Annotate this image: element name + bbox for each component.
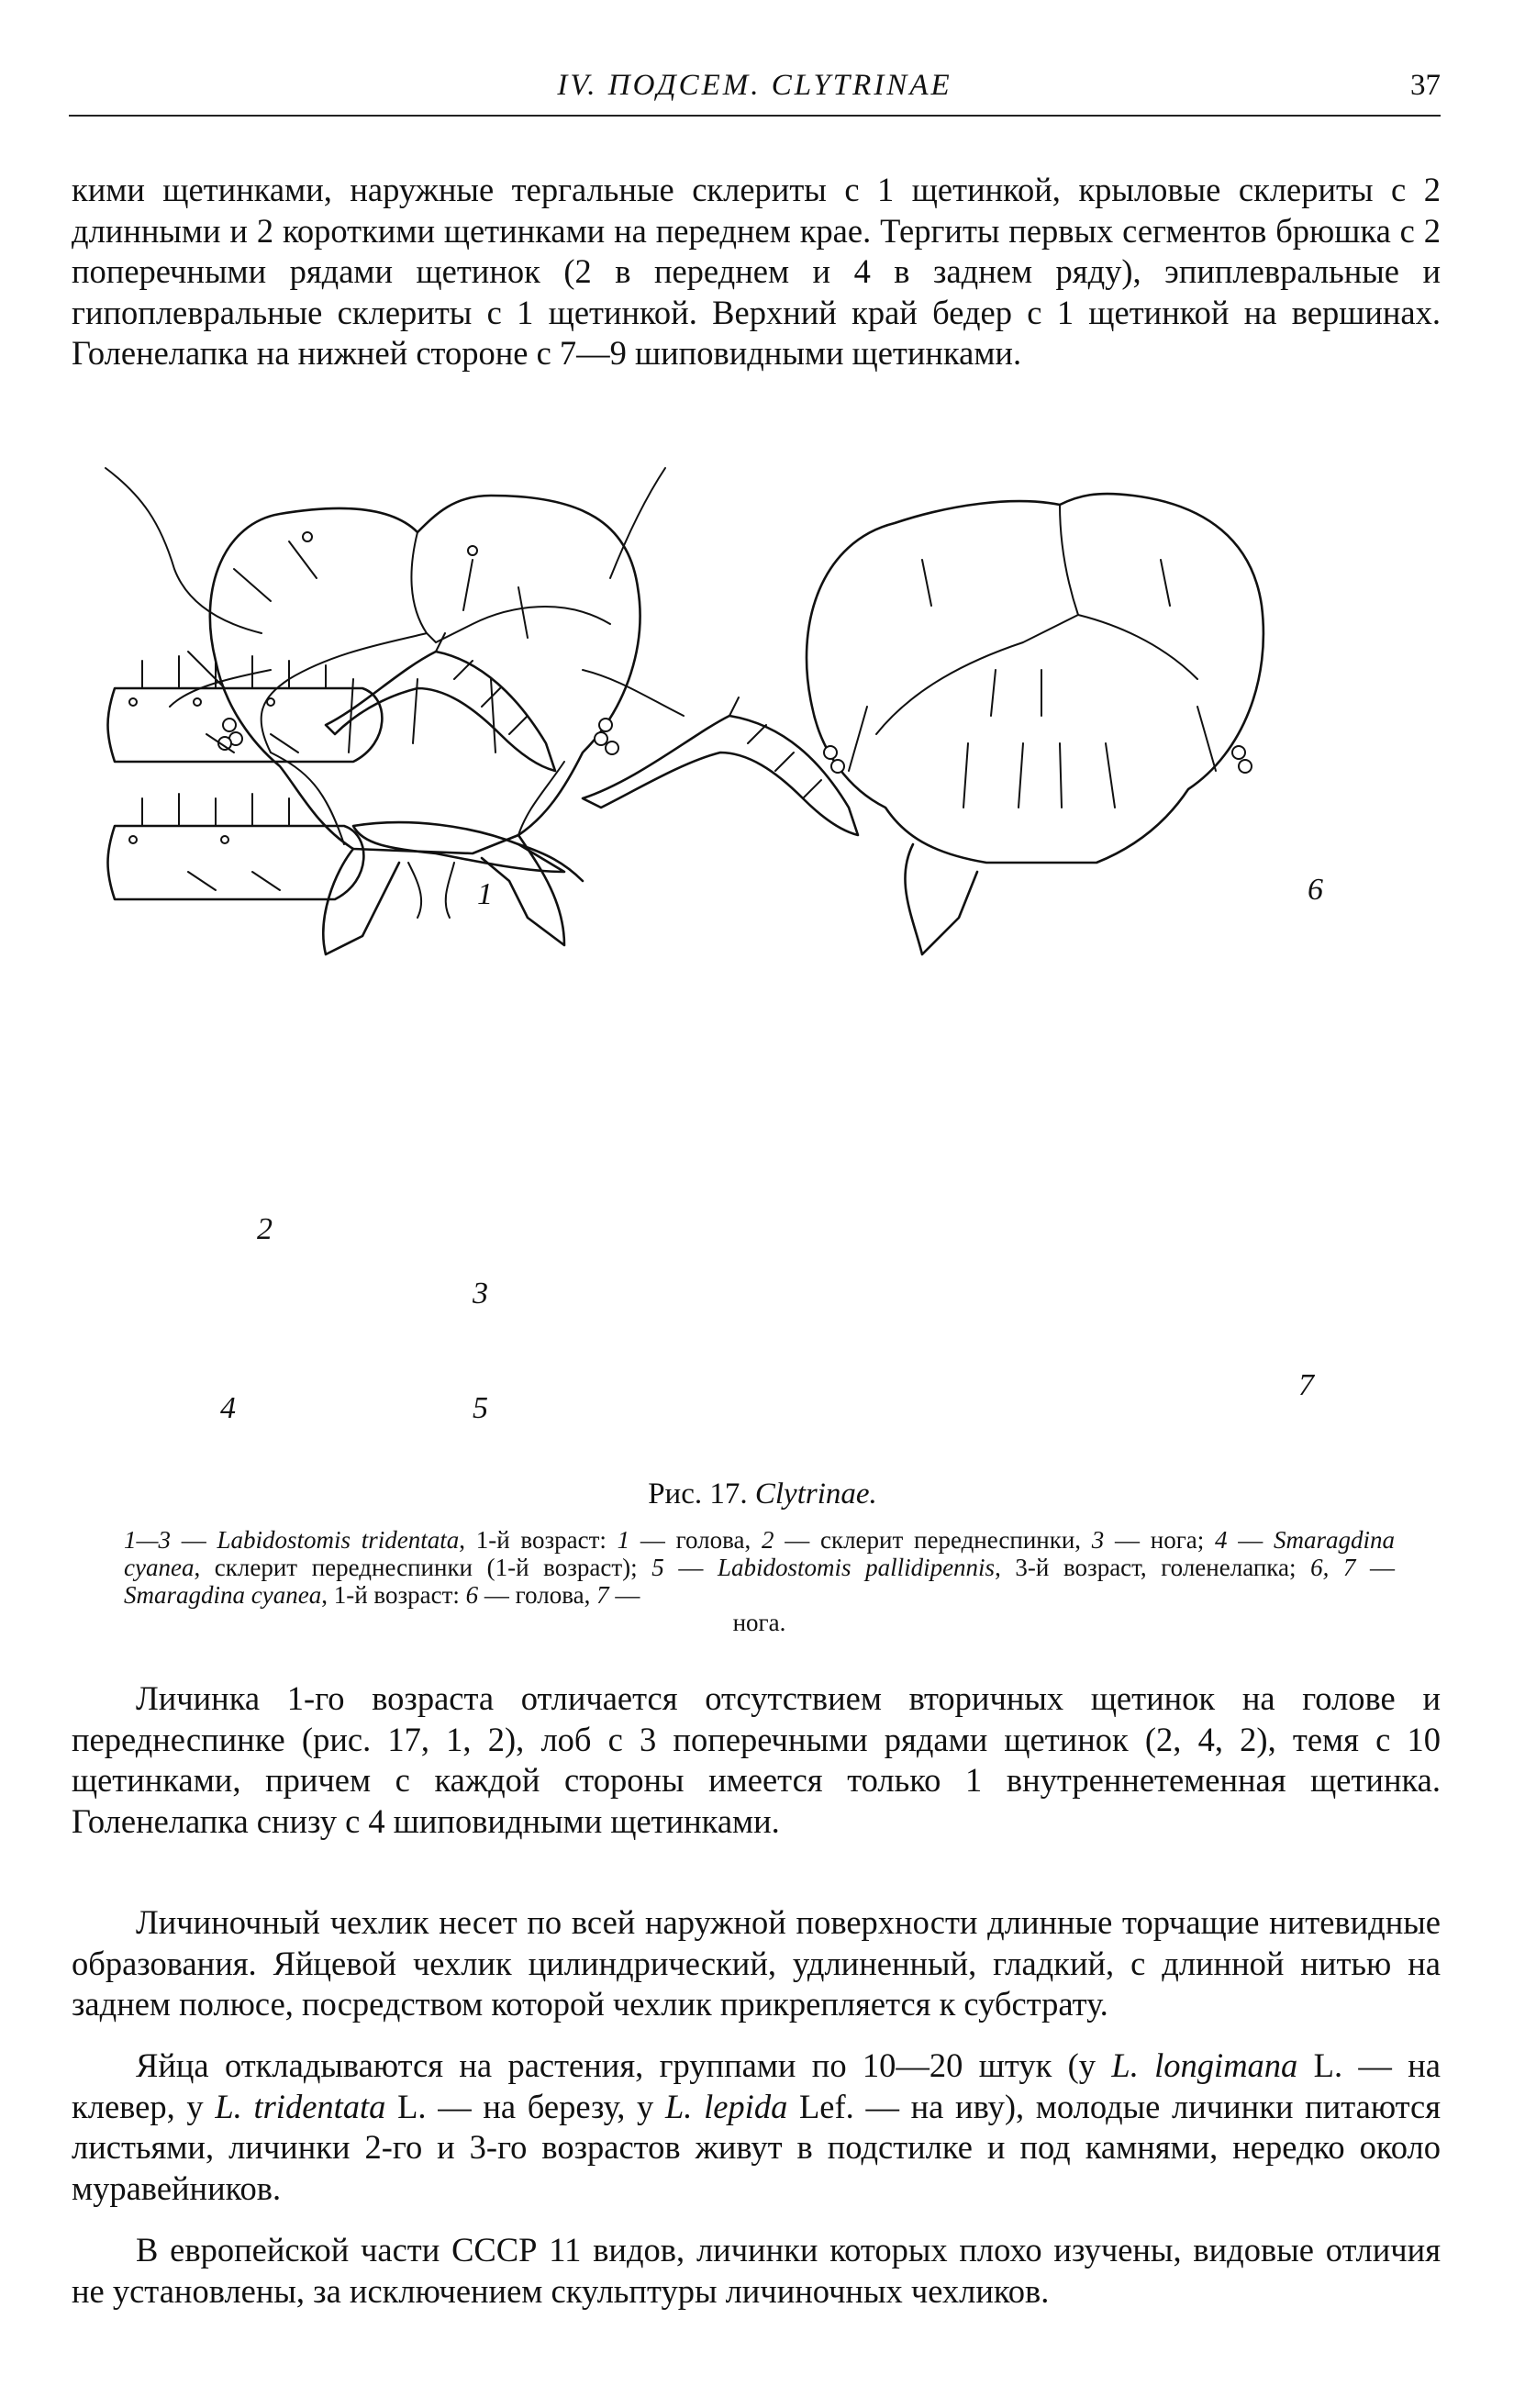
figure-caption: Рис. 17. Clytrinae.: [648, 1477, 877, 1511]
page-header: [69, 69, 1441, 115]
page-number: 37: [1410, 69, 1441, 102]
figure-drawing: [87, 440, 1413, 1477]
figure-label-6: 6: [1308, 873, 1323, 907]
figure-label-3: 3: [473, 1276, 488, 1310]
paragraph-first-instar: Личинка 1-го возраста отличается отсутствием вторичных щетинок на голове и переднеспинке (рис. 17, 1, 2), лоб с 3 поперечными рядами щетинок (2, 4, 2), темя с 10 щетинками, причем с каждой стороны имеется только 1 внутреннетеменная щетинка. Голенелапка снизу с 4 шиповидными щетинками.: [72, 1679, 1441, 1840]
drawing-head-1: [106, 468, 684, 954]
figure-label-5: 5: [473, 1391, 488, 1425]
drawing-leg-7: [583, 697, 858, 835]
figure-label-2: 2: [257, 1212, 273, 1246]
drawing-leg-3: [326, 633, 555, 771]
paragraph-larval-case: Личиночный чехлик несет по всей наружной поверхности длинные торчащие нитевидные образования. Яйцевой чехлик цилиндрический, удлиненный, гладкий, с длинной нитью на заднем полюсе, посредством которой чехлик прикрепляется к субстрату.: [72, 1903, 1441, 2023]
figure-label-7: 7: [1298, 1368, 1314, 1402]
drawing-head-6: [807, 494, 1263, 954]
running-head: IV. ПОДСЕМ. CLYTRINAE: [557, 69, 952, 102]
paragraph-eggs: Яйца откладываются на растения, группами по 10—20 штук (у L. longimana L. — на клевер, у L. tridentata L. — на березу, у L. lepida Lef. — на иву), молодые личинки питаются листьями, личинки 2-го и 3-го возрастов живут в подстилке и под камнями, нередко около муравейников.: [72, 2046, 1441, 2207]
drawing-sclerite-4: [108, 794, 364, 899]
drawing-tibia-5: [353, 822, 583, 881]
figure-17: [87, 440, 1413, 1477]
figure-label-4: 4: [220, 1391, 236, 1425]
header-rule: [69, 115, 1441, 117]
figure-label-1: 1: [477, 877, 493, 911]
paragraph-continued: кими щетинками, наружные тергальные склериты с 1 щетинкой, крыловые склериты с 2 длинными и 2 короткими щетинками на переднем крае. Тергиты первых сегментов брюшка с 2 поперечными рядами щетинок (2 в переднем и 4 в заднем ряду), эпиплевральные и гипоплевральные склериты с 1 щетинкой. Верхний край бедер с 1 щетинкой на вершинах. Голенелапка на нижней стороне с 7—9 шиповидными щетинками.: [72, 171, 1441, 372]
paragraph-species-count: В европейской части СССР 11 видов, личинки которых плохо изучены, видовые отличия не установлены, за исключением скульптуры личиночных чехликов.: [72, 2231, 1441, 2310]
drawing-sclerite-2: [108, 656, 383, 762]
figure-legend: 1—3 — Labidostomis tridentata, 1-й возраст: 1 — голова, 2 — склерит переднеспинки, 3 — нога; 4 — Smaragdina cyanea, склерит переднеспинки (1-й возраст); 5 — Labidostomis pallidipennis, 3-й возраст, голенелапка; 6, 7 — Smaragdina cyanea, 1-й возраст: 6 — голова, 7 — нога.: [124, 1526, 1396, 1636]
